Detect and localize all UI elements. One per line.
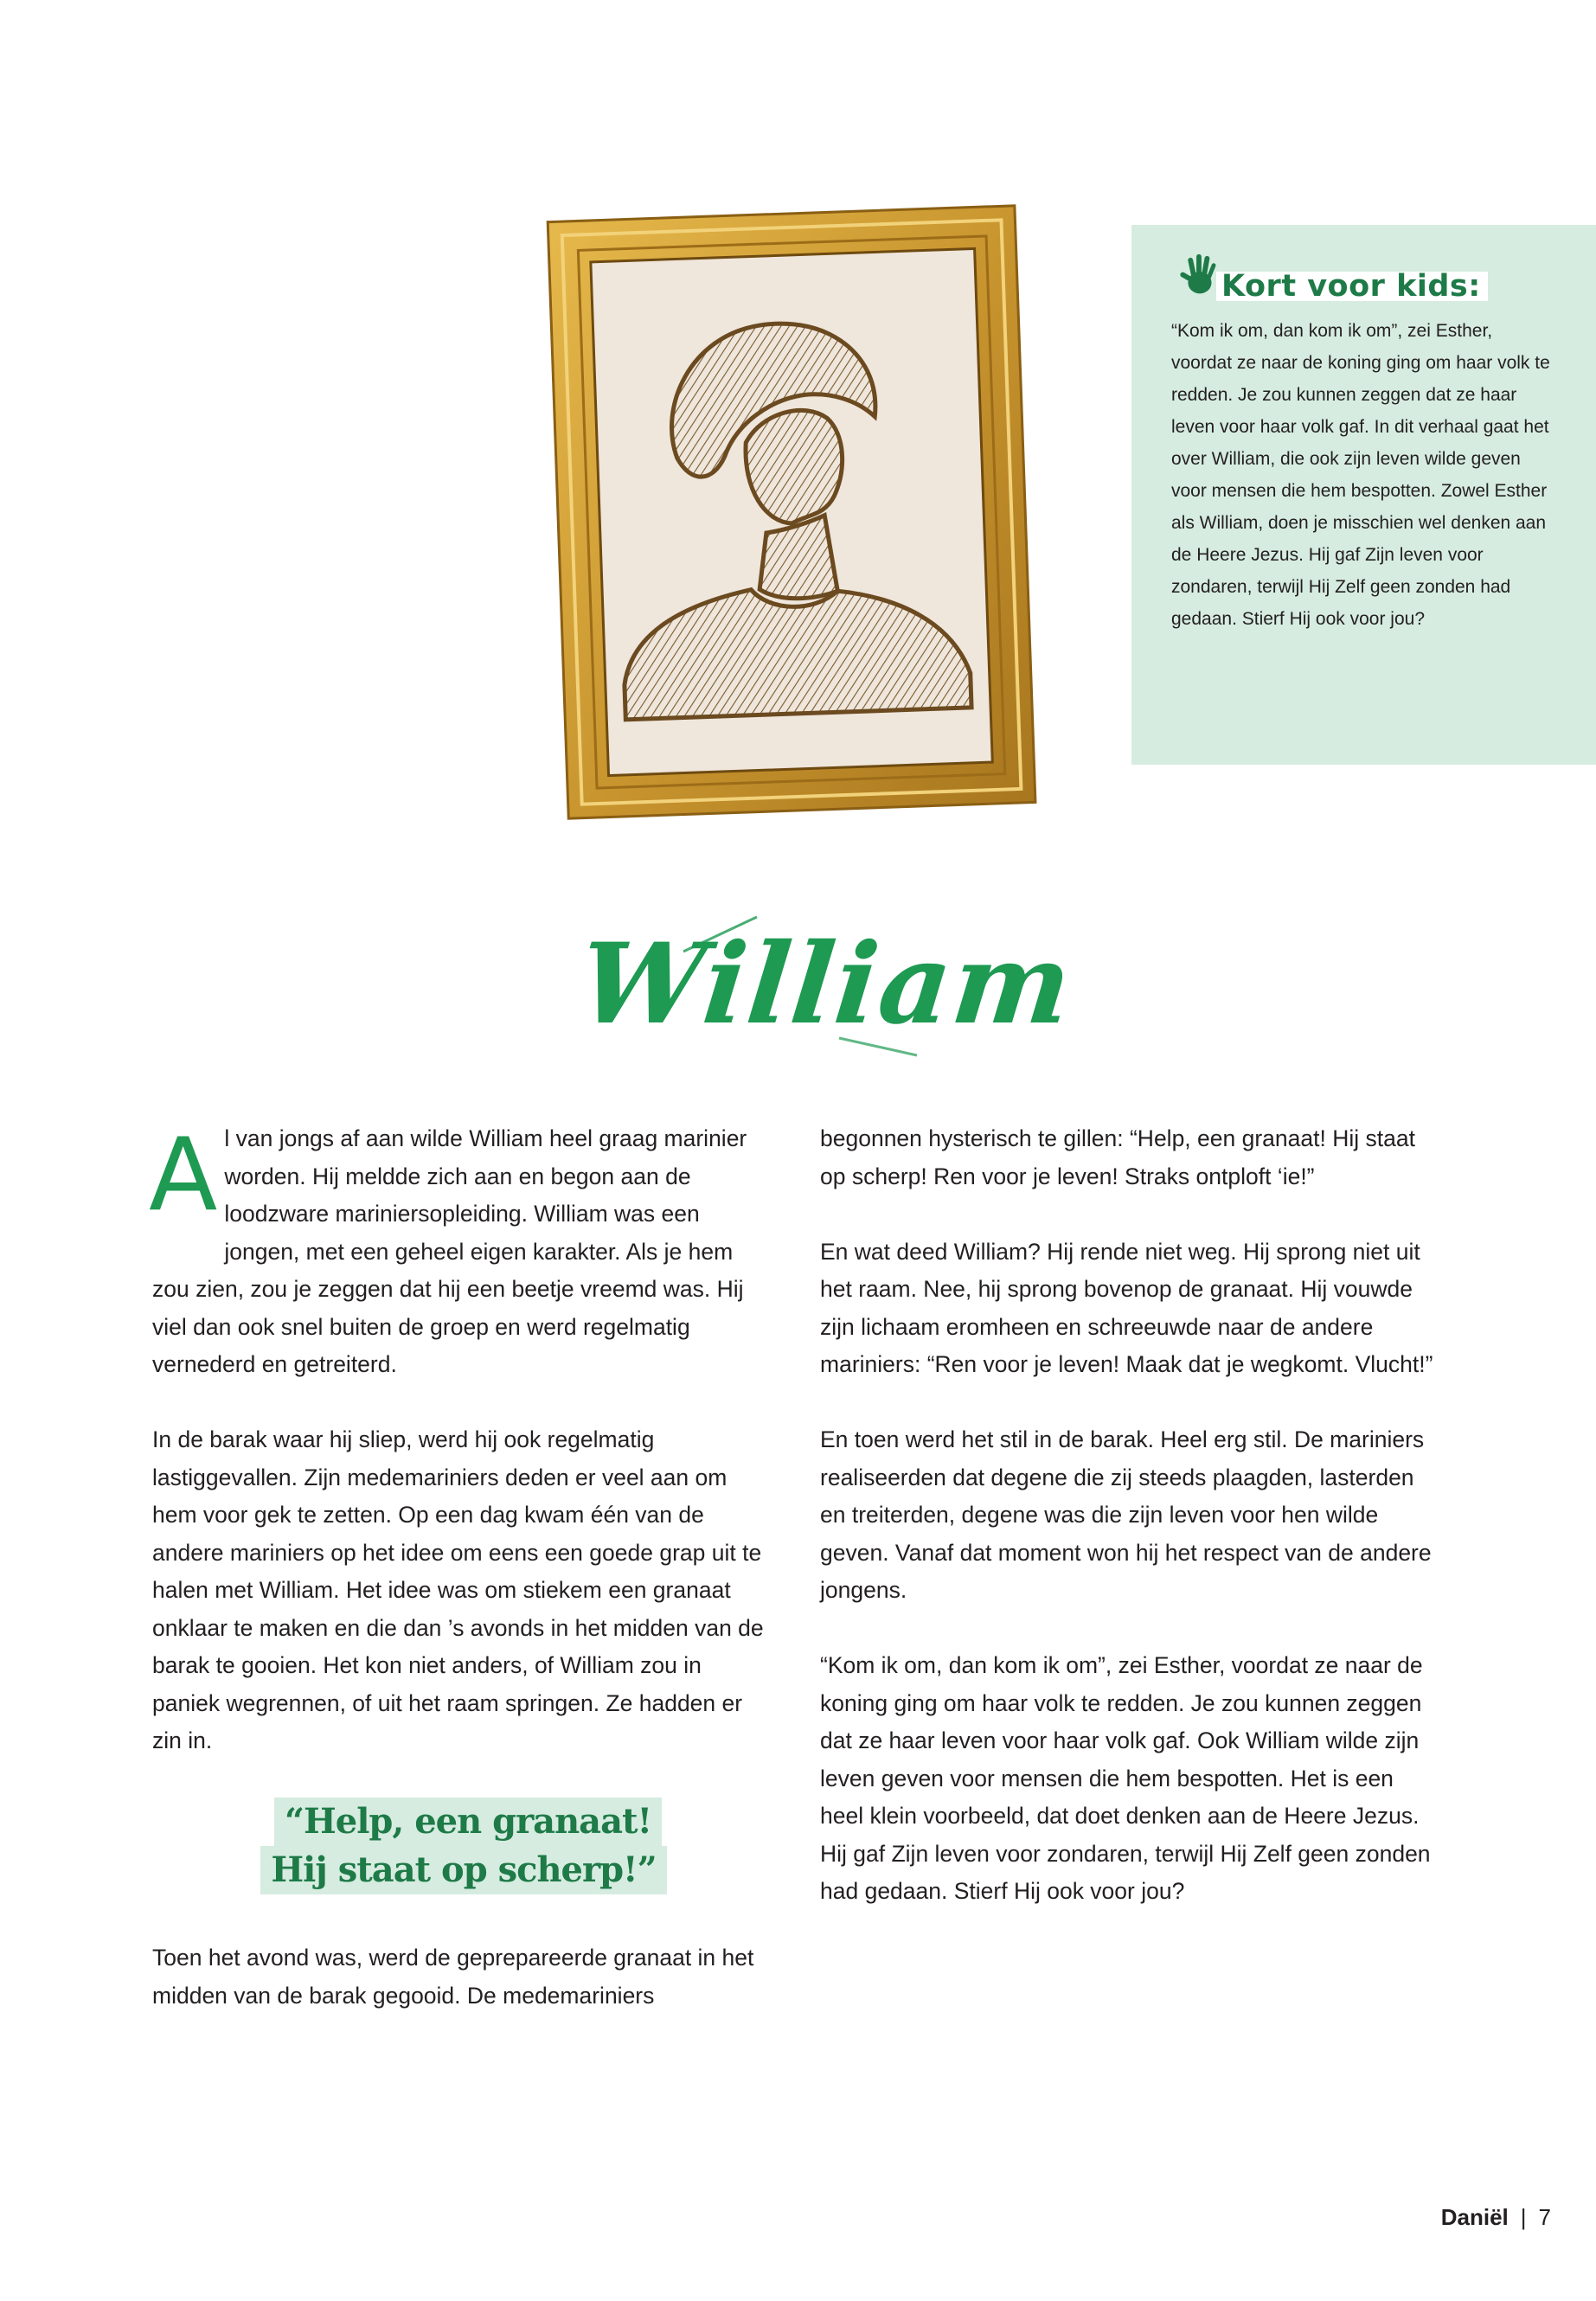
magazine-name: Daniël [1440,2204,1509,2230]
paragraph-text: l van jongs af aan wilde William heel graag marinier worden. Hij meldde zich aan en begon aan de loodzware mariniersopleiding. William was een jongen, met een geheel eigen karakter. Als je hem zou zien, zou je zeggen dat hij een beetje vreemd was. Hij viel dan ook snel buiten de groep en werd regelmatig vernederd en getreiterd. [152,1125,747,1377]
kids-text: “Kom ik om, dan kom ik om”, zei Esther, voordat ze naar de koning ging om haar volk te redden. Je zou kunnen zeggen dat ze haar leven voor haar volk gaf. In dit verhaal gaat het over William, die ook zijn leven wilde geven voor mensen die hem bespotten. Zowel Esther als William, doen je misschien wel denken aan de Heere Jezus. Hij gaf Zijn leven voor zondaren, terwijl Hij Zelf geen zonden had gedaan. Stierf Hij ook voor jou? [1171,321,1550,629]
article-column-right [820,1120,1443,1948]
hand-print-icon [1171,249,1225,303]
article-column-left [149,1117,775,2053]
article-title-text: William [573,919,1080,1049]
article-paragraph: En wat deed William? Hij rende niet weg. Hij sprong niet uit het raam. Nee, hij sprong bovenop de granaat. Hij vouwde zijn lichaam eromheen en schreeuwde naar de andere mariniers: “Ren voor je leven! Maak dat je wegkomt. Vlucht!” [820,1238,1433,1377]
footer-separator: | [1520,2204,1527,2230]
article-paragraph: In de barak waar hij sliep, werd hij ook regelmatig lastiggevallen. Zijn medemariniers deden er veel aan om hem voor gek te zetten. Op een dag kwam één van de andere mariniers op het idee om eens een goede grap uit te halen met William. Het idee was om stiekem een granaat onklaar te maken en die dan ’s avonds in het midden van de barak te gooien. Het kon niet anders, of William zou in paniek wegrennen, of uit het raam springen. Ze hadden er zin in. [152,1426,764,1753]
drop-cap: A [149,1117,218,1234]
article-paragraph: “Kom ik om, dan kom ik om”, zei Esther, voordat ze naar de koning ging om haar volk te redden. Je zou kunnen zeggen dat ze haar leven voor haar volk gaf. Ook William wilde zijn leven geven voor mensen die hem bespotten. Het is een heel klein voorbeeld, dat doet denken aan de Heere Jezus. Hij gaf Zijn leven voor zondaren, terwijl Hij Zelf geen zonden had gedaan. Stierf Hij ook voor jou? [820,1652,1431,1904]
article-paragraph: begonnen hysterisch te gillen: “Help, een granaat! Hij staat op scherp! Ren voor je leven! Straks ontploft ‘ie!” [820,1125,1415,1189]
portrait-image [549,195,1034,826]
page-footer [1441,2204,1551,2231]
framed-portrait [549,195,1034,826]
kids-sidebar [1131,225,1596,765]
kids-title-highlight [1216,269,1488,304]
pull-quote-line-1: “Help, een granaat! [274,1798,662,1846]
article-paragraph [149,1117,775,1384]
article-paragraph: Toen het avond was, werd de geprepareerde granaat in het midden van de barak gegooid. De medemariniers [152,1945,754,2009]
page-number: 7 [1538,2204,1551,2230]
article-title [573,908,1080,1064]
article-paragraph: En toen werd het stil in de barak. Heel erg stil. De mariniers realiseerden dat degene die zij steeds plaagden, lasterden en treiterden, degene was die zijn leven voor hen wilde geven. Vanaf dat moment won hij het respect van de andere jongens. [820,1426,1432,1603]
pull-quote-line-2: Hij staat op scherp!” [260,1846,666,1894]
pull-quote [265,1798,671,1894]
kids-title-row [1171,261,1553,303]
kids-title: Kort voor kids: [1221,269,1481,304]
